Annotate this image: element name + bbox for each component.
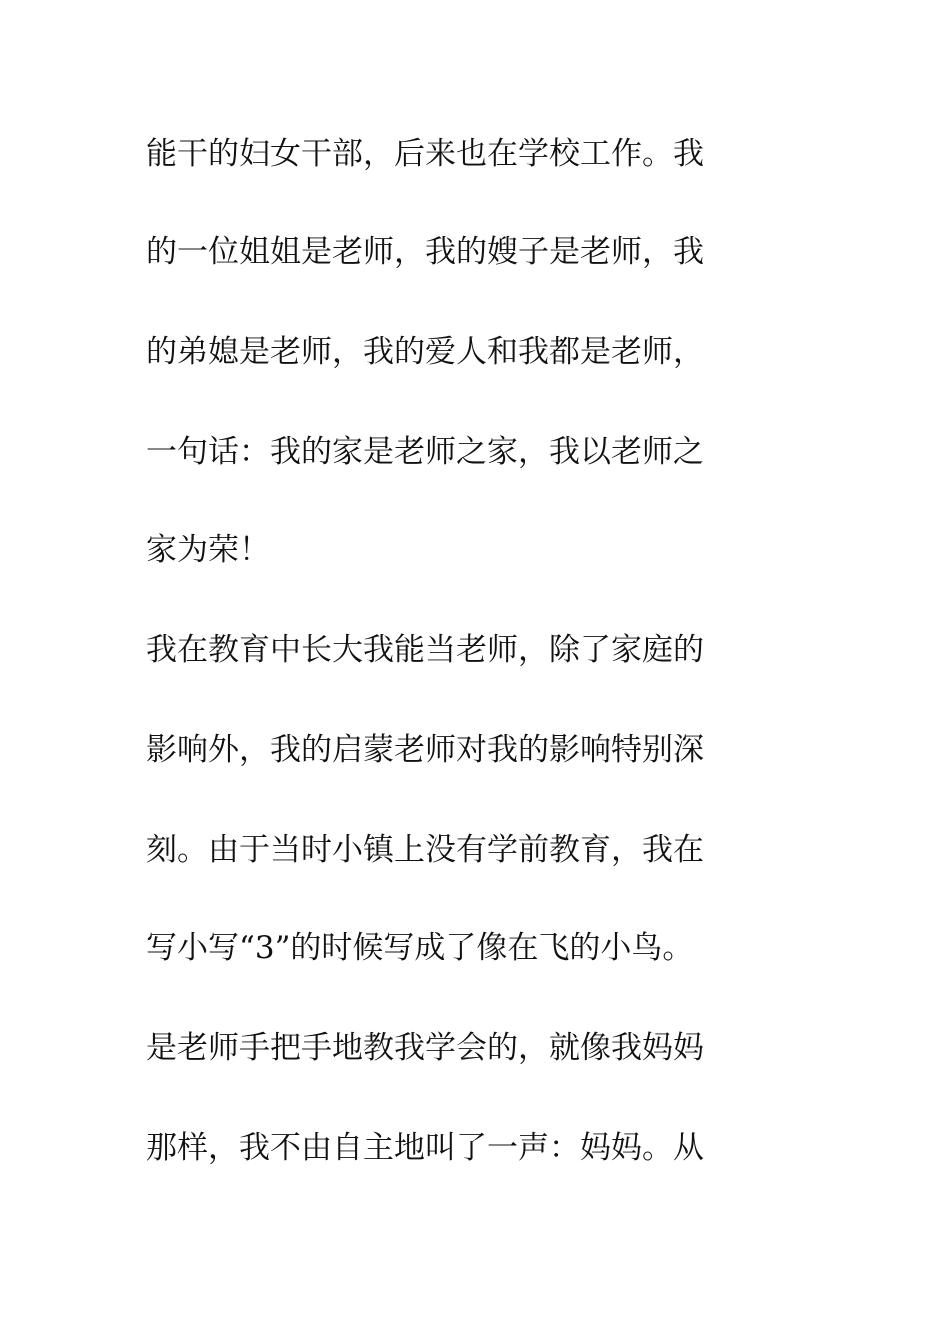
text-line-9: 写小写“3”的时候写成了像在飞的小鸟。 <box>146 930 694 966</box>
text-line-7: 影响外，我的启蒙老师对我的影响特别深 <box>146 732 704 768</box>
text-line-3: 的弟媳是老师，我的爱人和我都是老师， <box>146 334 704 370</box>
text-line-4: 一句话：我的家是老师之家，我以老师之 <box>146 434 704 470</box>
text-line-10: 是老师手把手地教我学会的，就像我妈妈 <box>146 1030 704 1066</box>
text-line-11: 那样，我不由自主地叫了一声：妈妈。从 <box>146 1130 704 1166</box>
text-line-5: 家为荣！ <box>146 532 270 568</box>
text-line-6: 我在教育中长大我能当老师，除了家庭的 <box>146 632 704 668</box>
text-line-2: 的一位姐姐是老师，我的嫂子是老师，我 <box>146 234 704 270</box>
text-line-1: 能干的妇女干部，后来也在学校工作。我 <box>146 136 704 172</box>
text-line-8: 刻。由于当时小镇上没有学前教育，我在 <box>146 832 704 868</box>
